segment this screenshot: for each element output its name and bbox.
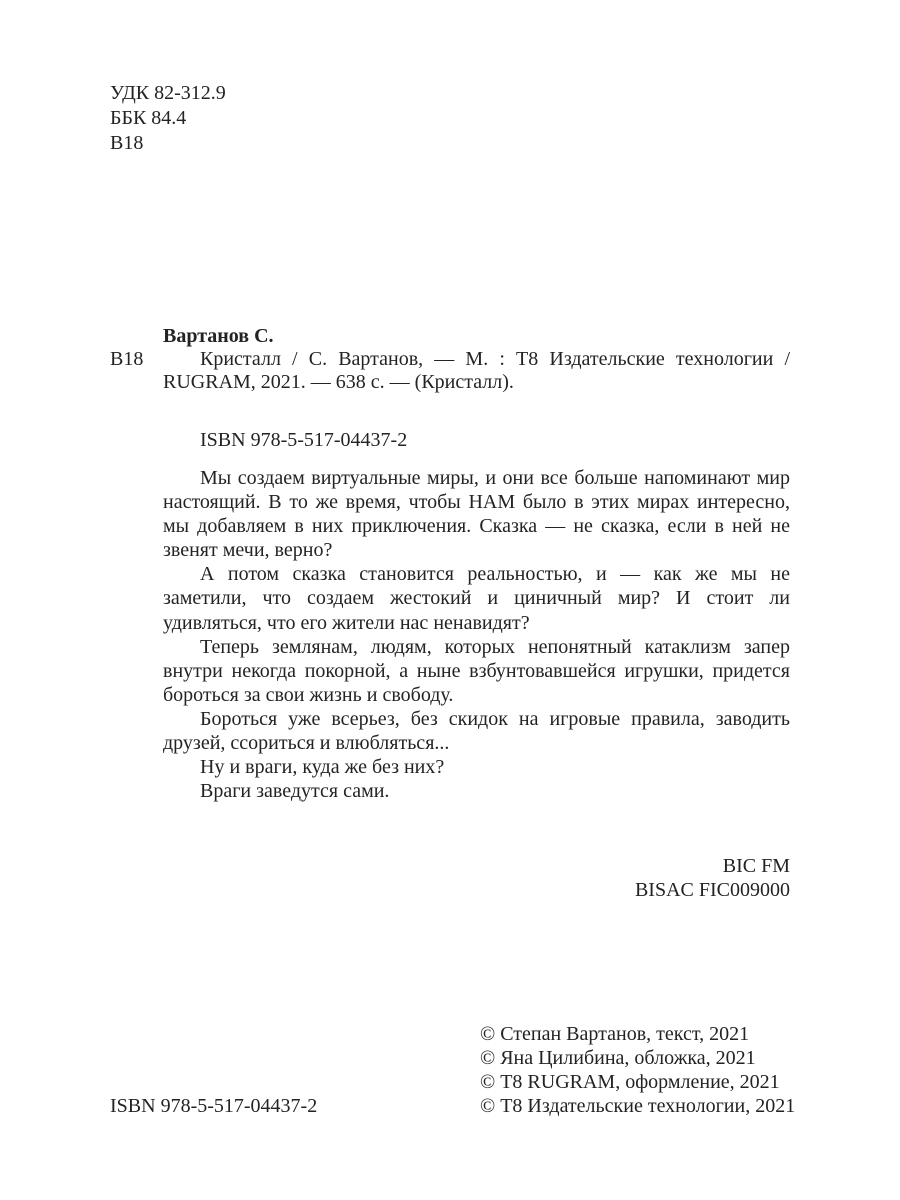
bbk-code: ББК 84.4 xyxy=(110,107,187,129)
bic-code: BIC FM xyxy=(722,855,790,877)
catalog-entry-text: Кристалл / С. Вартанов, — М. : Т8 Издательские технологии / RUGRAM, 2021. — 638 с. — (Кристалл). xyxy=(163,348,790,393)
copyright-line: © Т8 RUGRAM, оформление, 2021 xyxy=(480,1071,780,1093)
annotation-paragraph: Мы создаем виртуальные миры, и они все больше напоминают мир настоящий. В то же время, чтобы НАМ было в этих мирах интересно, мы добавляем в них приключения. Сказка — не сказка, если в ней не звенят мечи, верно? xyxy=(163,467,790,562)
annotation-paragraph: Враги заведутся сами. xyxy=(200,780,390,803)
bisac-code: BISAC FIC009000 xyxy=(634,879,790,901)
annotation-block xyxy=(163,466,790,803)
copyright-line: © Степан Вартанов, текст, 2021 xyxy=(480,1023,750,1045)
copyright-line: © Яна Цилибина, обложка, 2021 xyxy=(480,1047,756,1069)
catalog-entry-code: В18 xyxy=(110,348,144,370)
annotation-paragraph: Теперь землянам, людям, которых непонятный катаклизм запер внутри некогда покорной, а ныне взбунтовавшейся игрушки, придется бороться за свои жизнь и свободу. xyxy=(163,635,790,706)
bibliographic-codes xyxy=(110,81,226,156)
copyright-block xyxy=(480,1022,795,1118)
annotation-paragraph: А потом сказка становится реальностью, и — как же мы не заметили, что создаем жестокий и циничный мир? И стоит ли удивляться, что его жители нас ненавидят? xyxy=(163,563,790,634)
annotation-paragraph: Ну и враги, куда же без них? xyxy=(200,756,445,779)
copyright-line: © Т8 Издательские технологии, 2021 xyxy=(480,1095,796,1117)
udk-code: УДК 82-312.9 xyxy=(110,82,226,104)
catalog-entry-block xyxy=(110,348,790,394)
classification-codes xyxy=(163,854,790,902)
isbn-number: ISBN 978-5-517-04437-2 xyxy=(200,429,408,451)
catalog-author: Вартанов С. xyxy=(163,325,274,347)
footer-isbn-number: ISBN 978-5-517-04437-2 xyxy=(110,1095,318,1117)
author-sign-code: В18 xyxy=(110,132,144,154)
annotation-paragraph: Бороться уже всерьез, без скидок на игровые правила, заводить друзей, ссориться и влюбляться... xyxy=(163,707,790,755)
